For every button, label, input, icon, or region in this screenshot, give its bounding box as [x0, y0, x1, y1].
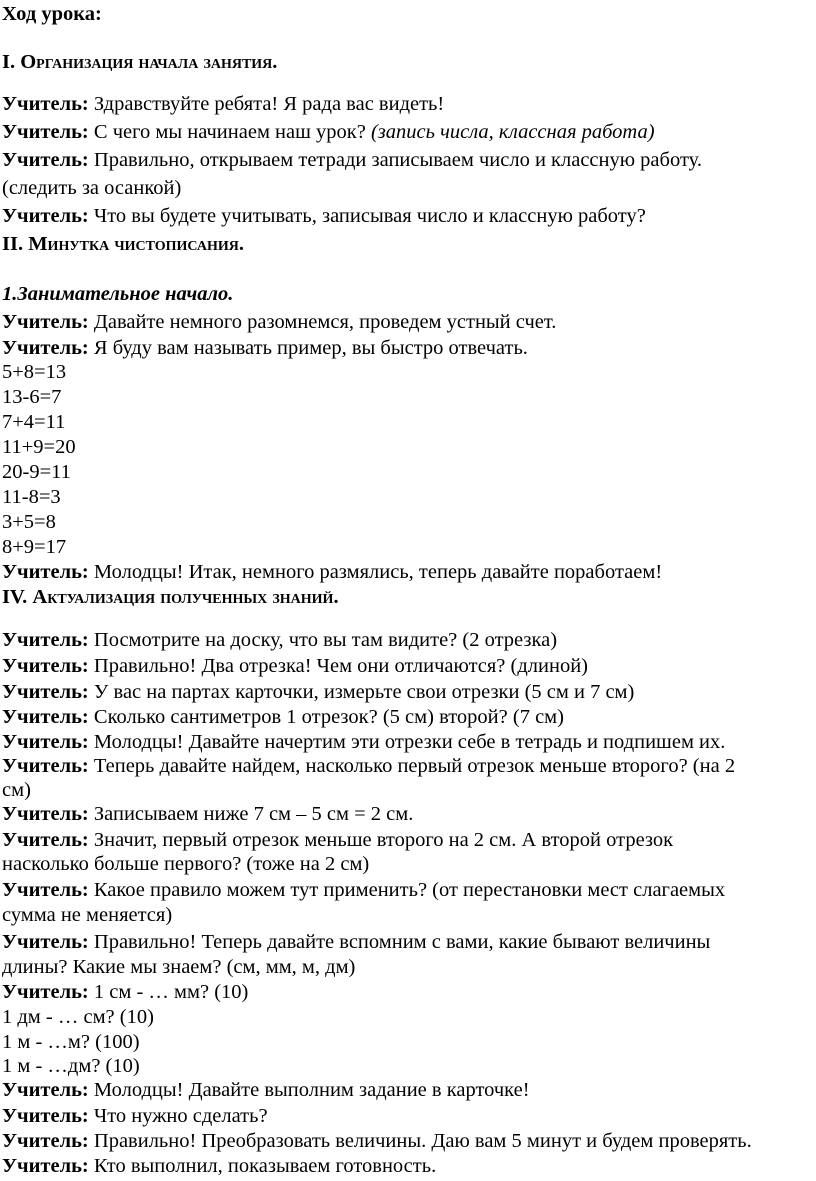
line-text: Что вы будете учитывать, записывая число и классную работу?	[88, 205, 646, 227]
line-text: Молодцы! Давайте начертим эти отрезки себе в тетрадь и подпишем их.	[88, 731, 726, 753]
document-line	[2, 435, 76, 459]
speaker-label: Учитель:	[2, 93, 89, 115]
document-line	[2, 460, 71, 484]
document-line	[2, 2, 102, 26]
speaker-label: Учитель:	[2, 731, 89, 753]
document-line	[2, 360, 66, 384]
document-line	[2, 560, 662, 584]
italic-note: (запись числа, классная работа)	[370, 121, 655, 143]
document-line	[2, 878, 725, 902]
line-text: длины? Какие мы знаем? (см, мм, м, дм)	[2, 956, 356, 978]
document-line	[2, 628, 557, 652]
document-line	[2, 310, 556, 334]
document-line	[2, 282, 233, 306]
speaker-label: Учитель:	[2, 149, 89, 171]
speaker-label: Учитель:	[2, 755, 89, 777]
speaker-label: Учитель:	[2, 655, 89, 677]
speaker-label: Учитель:	[2, 681, 89, 703]
document-line	[2, 585, 339, 609]
line-text: Сколько сантиметров 1 отрезок? (5 см) второй? (7 см)	[88, 706, 564, 728]
speaker-label: Учитель:	[2, 205, 89, 227]
section-heading: Ход урока:	[2, 3, 102, 25]
speaker-label: Учитель:	[2, 1079, 89, 1101]
document-line	[2, 754, 735, 778]
document-line	[2, 1129, 752, 1153]
line-text: 20-9=11	[2, 461, 71, 483]
line-text: 3+5=8	[2, 511, 56, 533]
line-text: 7+4=11	[2, 411, 66, 433]
document-line	[2, 485, 61, 509]
speaker-label: Учитель:	[2, 829, 89, 851]
line-text: С чего мы начинаем наш урок?	[88, 121, 371, 143]
speaker-label: Учитель:	[2, 803, 89, 825]
document-line	[2, 148, 702, 172]
speaker-label: Учитель:	[2, 121, 89, 143]
document-line	[2, 1030, 140, 1054]
line-text: Записываем ниже 7 см – 5 см = 2 см.	[88, 803, 414, 825]
document-line	[2, 680, 634, 704]
document-line	[2, 336, 528, 360]
speaker-label: Учитель:	[2, 337, 89, 359]
line-text: Молодцы! Итак, немного размялись, теперь давайте поработаем!	[88, 561, 663, 583]
line-text: сумма не меняется)	[2, 904, 173, 926]
line-text: 1 м - …м? (100)	[2, 1031, 140, 1053]
document-line	[2, 705, 564, 729]
line-text: Посмотрите на доску, что вы там видите? (2 отрезка)	[88, 629, 558, 651]
line-text: Я буду вам называть пример, вы быстро отвечать.	[88, 337, 528, 359]
document-line	[2, 1054, 140, 1078]
document-line	[2, 410, 65, 434]
document-line	[2, 1078, 530, 1102]
speaker-label: Учитель:	[2, 706, 89, 728]
line-text: Правильно! Два отрезка! Чем они отличаются? (длиной)	[88, 655, 589, 677]
document-line	[2, 176, 181, 200]
document-line	[2, 535, 66, 559]
italic-note: 1.Занимательное начало.	[2, 283, 234, 305]
line-text: 1 см - … мм? (10)	[88, 981, 249, 1003]
speaker-label: Учитель:	[2, 1130, 89, 1152]
speaker-label: Учитель:	[2, 629, 89, 651]
speaker-label: Учитель:	[2, 981, 89, 1003]
document-line	[2, 778, 31, 802]
document-line	[2, 385, 61, 409]
line-text: Правильно! Теперь давайте вспомним с вами, какие бывают величины	[88, 931, 711, 953]
line-text: Что нужно сделать?	[88, 1105, 268, 1127]
section-heading: I. Организация начала занятия.	[2, 51, 278, 73]
document-line	[2, 120, 655, 144]
document-line	[2, 903, 172, 927]
speaker-label: Учитель:	[2, 879, 89, 901]
line-text: Здравствуйте ребята! Я рада вас видеть!	[88, 93, 445, 115]
document-line	[2, 802, 413, 826]
document-line	[2, 204, 646, 228]
speaker-label: Учитель:	[2, 561, 89, 583]
document-line	[2, 50, 277, 74]
line-text: Правильно! Преобразовать величины. Даю вам 5 минут и будем проверять.	[88, 1130, 752, 1152]
document-line	[2, 828, 673, 852]
line-text: 11-8=3	[2, 486, 61, 508]
line-text: Давайте немного разомнемся, проведем устный счет.	[88, 311, 557, 333]
document-line	[2, 730, 725, 754]
line-text: см)	[2, 779, 31, 801]
document-line	[2, 852, 369, 876]
line-text: Молодцы! Давайте выполним задание в карточке!	[88, 1079, 530, 1101]
document-line	[2, 92, 444, 116]
line-text: 13-6=7	[2, 386, 62, 408]
section-heading: IV. Актуализация полученных знаний.	[2, 586, 339, 608]
document-line	[2, 955, 355, 979]
document-line	[2, 980, 248, 1004]
line-text: 11+9=20	[2, 436, 76, 458]
document-line	[2, 232, 244, 256]
document-line	[2, 510, 56, 534]
speaker-label: Учитель:	[2, 1105, 89, 1127]
speaker-label: Учитель:	[2, 1155, 89, 1177]
line-text: Какое правило можем тут применить? (от перестановки мест слагаемых	[88, 879, 726, 901]
document-line	[2, 654, 588, 678]
line-text: 5+8=13	[2, 361, 67, 383]
document-line	[2, 1154, 436, 1178]
line-text: Правильно, открываем тетради записываем число и классную работу.	[88, 149, 702, 171]
line-text: 1 м - …дм? (10)	[2, 1055, 140, 1077]
line-text: У вас на партах карточки, измерьте свои отрезки (5 см и 7 см)	[88, 681, 635, 703]
speaker-label: Учитель:	[2, 931, 89, 953]
section-heading: II. Минутка чистописания.	[2, 233, 244, 255]
line-text: Значит, первый отрезок меньше второго на 2 см. А второй отрезок	[88, 829, 674, 851]
speaker-label: Учитель:	[2, 311, 89, 333]
document-line	[2, 930, 710, 954]
line-text: (следить за осанкой)	[2, 177, 182, 199]
document-line	[2, 1005, 154, 1029]
line-text: 8+9=17	[2, 536, 67, 558]
line-text: 1 дм - … см? (10)	[2, 1006, 154, 1028]
line-text: Кто выполнил, показываем готовность.	[88, 1155, 437, 1177]
line-text: насколько больше первого? (тоже на 2 см)	[2, 853, 370, 875]
document-line	[2, 1104, 268, 1128]
line-text: Теперь давайте найдем, насколько первый отрезок меньше второго? (на 2	[88, 755, 736, 777]
